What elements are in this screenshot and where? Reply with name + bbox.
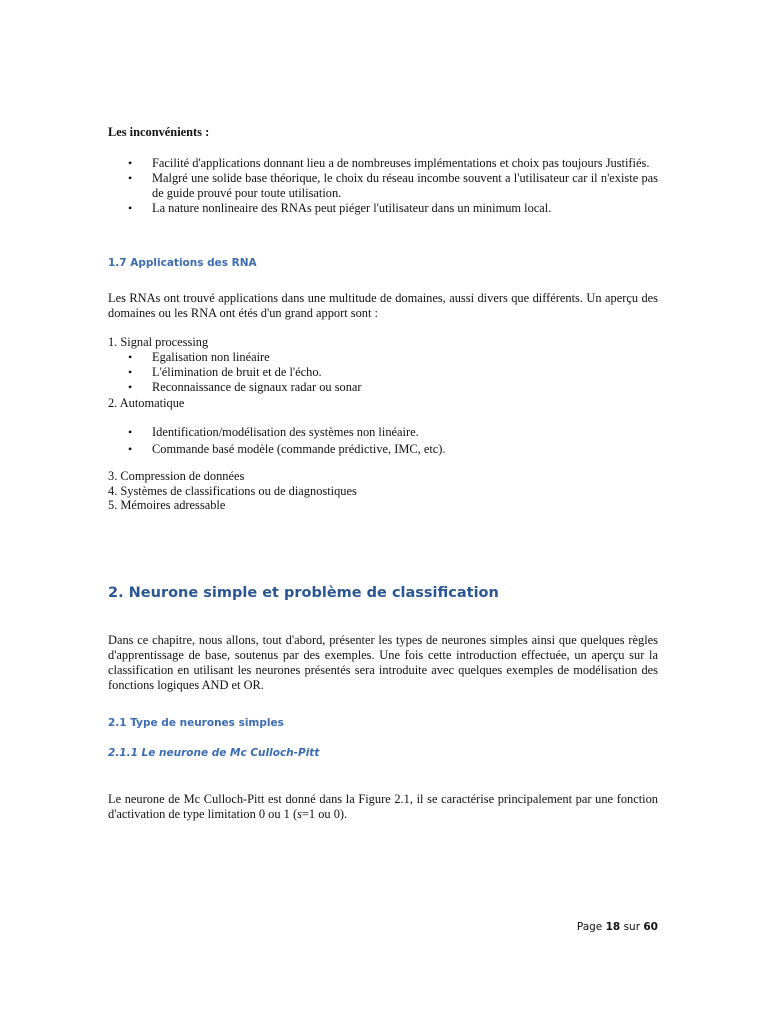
section-2-1-1-heading: 2.1.1 Le neurone de Mc Culloch-Pitt	[108, 747, 320, 759]
of-word: sur	[623, 921, 641, 933]
application-item-5: 5. Mémoires adressable	[108, 498, 226, 512]
application-item-4: 4. Systèmes de classifications ou de diagnostiques	[108, 484, 357, 498]
section-2-heading: 2. Neurone simple et problème de classification	[108, 585, 499, 601]
automatique-title: 2. Automatique	[108, 396, 185, 410]
inconvenients-heading: Les inconvénients :	[108, 125, 210, 139]
page-footer	[577, 921, 658, 933]
application-item-3: 3. Compression de données	[108, 469, 245, 483]
section-2-intro: Dans ce chapitre, nous allons, tout d'abord, présenter les types de neurones simples ainsi que quelques règles d'apprentissage de base, soutenus par des exemples. Une fois cette introduction effectuée, un aperçu sur la classification en utilisant les neurones présentés sera introduite avec quelques exemples de modélisation des fonctions logiques AND et OR.	[108, 633, 658, 692]
list-item: • Reconnaissance de signaux radar ou sonar	[108, 380, 658, 395]
total-pages-number: 60	[643, 921, 658, 933]
section-1-7-heading: 1.7 Applications des RNA	[108, 257, 257, 269]
page-word: Page	[576, 921, 603, 933]
list-item: • Facilité d'applications donnant lieu a de nombreuses implémentations et choix pas toujours Justifiés.	[108, 156, 658, 171]
signal-processing-list	[108, 350, 658, 395]
variable-s: s	[297, 807, 302, 821]
text-part: Le neurone de Mc Culloch-Pitt est donné dans la Figure 2.1, il se caractérise principalement par une fonction d'activation de type limitation 0 ou 1 (	[108, 792, 658, 821]
automatique-list	[108, 425, 658, 457]
section-2-1-heading: 2.1 Type de neurones simples	[108, 717, 284, 729]
list-item: • Identification/modélisation des systèmes non linéaire.	[108, 425, 658, 440]
list-item: • La nature nonlineaire des RNAs peut piéger l'utilisateur dans un minimum local.	[108, 201, 658, 216]
current-page-number: 18	[605, 921, 621, 933]
list-item: • Commande basé modèle (commande prédictive, IMC, etc).	[108, 442, 658, 457]
signal-processing-title: 1. Signal processing	[108, 335, 209, 349]
list-item: • L'élimination de bruit et de l'écho.	[108, 365, 658, 380]
inconvenients-list	[108, 156, 658, 216]
list-item: • Egalisation non linéaire	[108, 350, 658, 365]
section-2-1-1-text	[108, 792, 658, 822]
section-1-7-intro: Les RNAs ont trouvé applications dans une multitude de domaines, aussi divers que différents. Un aperçu des domaines ou les RNA ont étés d'un grand apport sont :	[108, 291, 658, 320]
list-item: • Malgré une solide base théorique, le choix du réseau incombe souvent a l'utilisateur car il n'existe pas de guide prouvé pour toute utilisation.	[108, 171, 658, 201]
text-part: =1 ou 0).	[301, 807, 348, 821]
